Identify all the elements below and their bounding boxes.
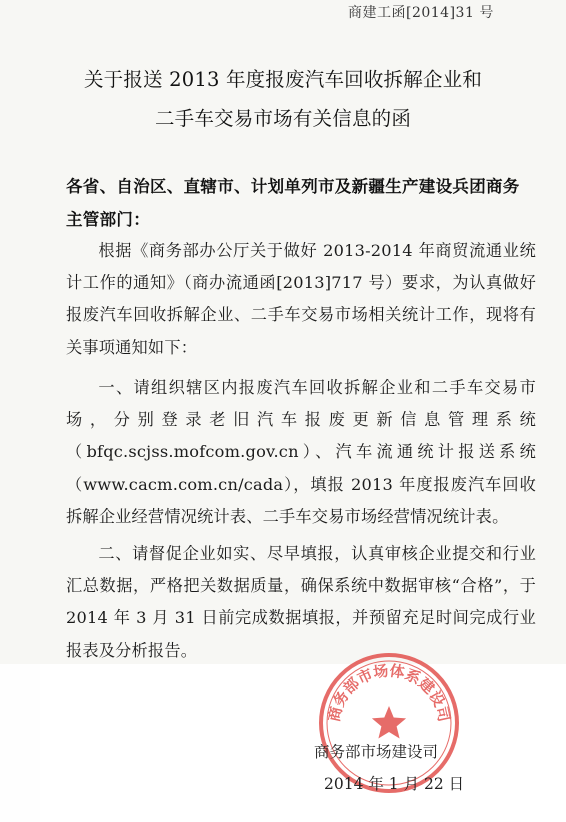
document-number: 商建工函[2014]31 号 (348, 5, 494, 21)
seal-text: 商务部市场体系建设司 (324, 661, 454, 724)
addressee: 各省、自治区、直辖市、计划单列市及新疆生产建设兵团商务主管部门： (66, 177, 520, 229)
paragraph-item-2: 二、请督促企业如实、尽早填报，认真审核企业提交和行业汇总数据，严格把关数据质量，确保系统中数据审核“合格”，于 2014 年 3 月 31 日前完成数据填报，并预留充足时间完成行业报表及分析报告。 (66, 544, 536, 660)
page-bottom-area (40, 661, 566, 822)
signature-date: 2014 年 1 月 22 日 (324, 775, 465, 793)
document-title-line-1: 关于报送 2013 年度报废汽车回收拆解企业和 (83, 68, 483, 91)
signature-department: 商务部市场建设司 (314, 743, 439, 761)
paragraph-item-1: 一、请组织辖区内报废汽车回收拆解企业和二手车交易市场，分别登录老旧汽车报废更新信息管理系统（bfqc.scjss.mofcom.gov.cn）、汽车流通统计报送系统（www.cacm.com.cn/cada），填报 2013 年度报废汽车回收拆解企业经营情况统计表、二手车交易市场经营情况统计表。 (66, 378, 536, 526)
document-title-line-2: 二手车交易市场有关信息的函 (154, 107, 412, 130)
seal-star-icon (372, 706, 406, 739)
paragraph-intro: 根据《商务部办公厅关于做好 2013-2014 年商贸流通业统计工作的通知》（商办流通函[2013]717 号）要求，为认真做好报废汽车回收拆解企业、二手车交易市场相关统计工作，现将有关事项通知如下： (66, 241, 536, 357)
